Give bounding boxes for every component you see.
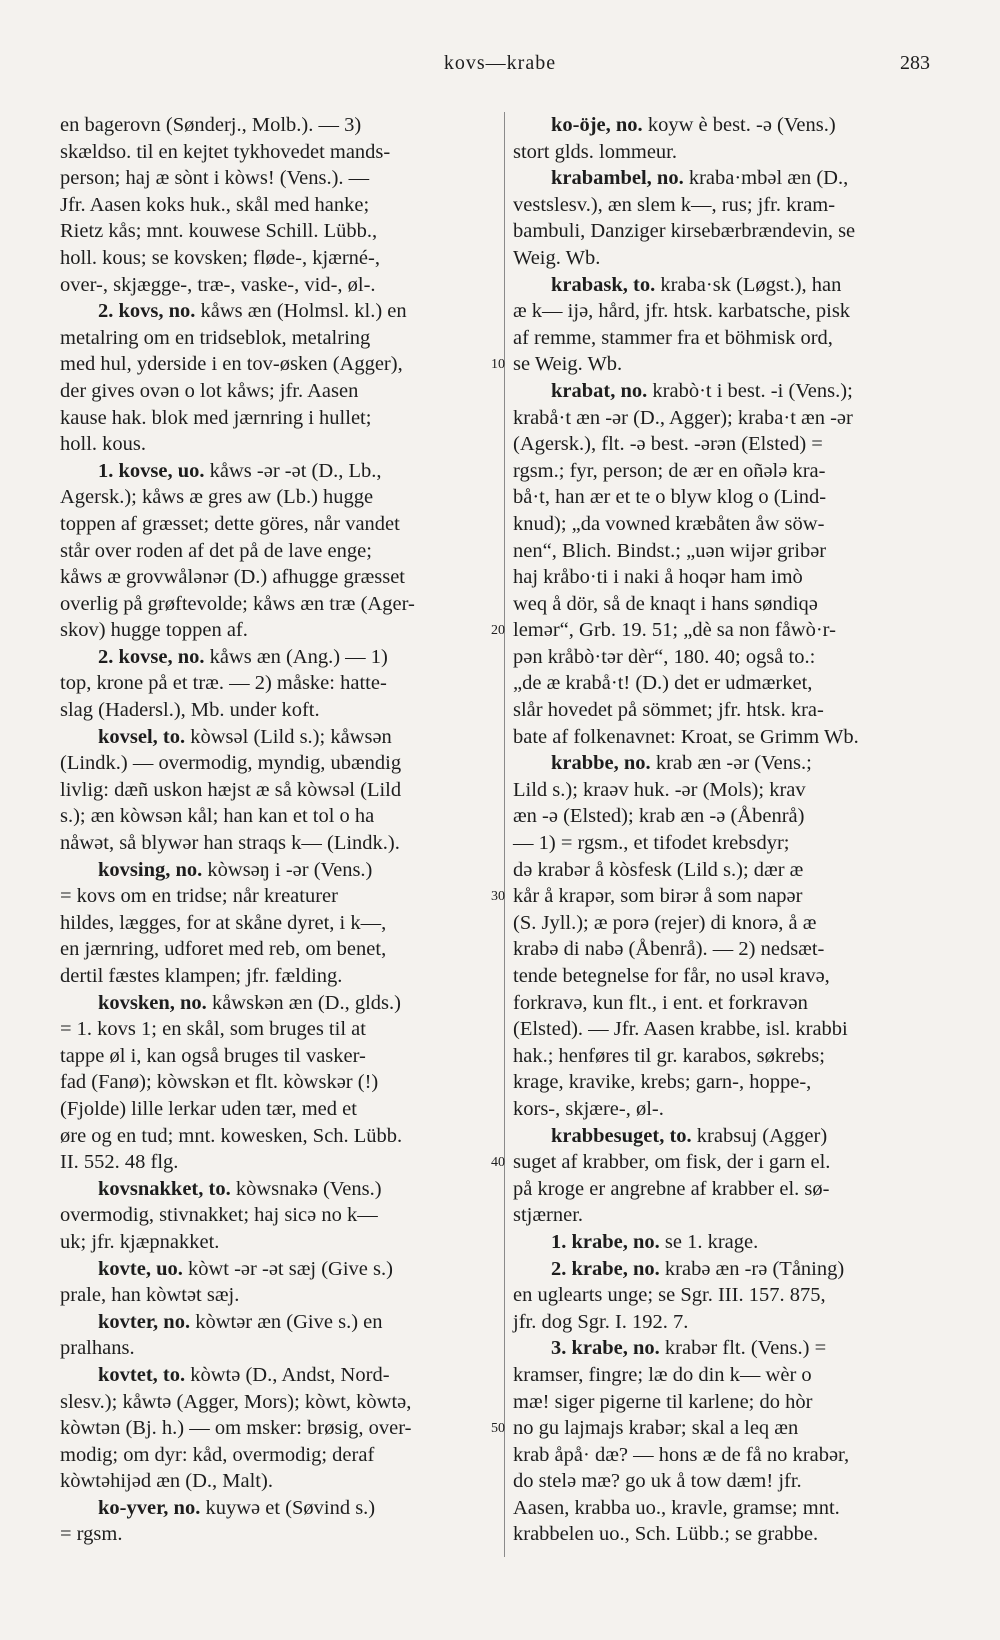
entry-line: lemər“, Grb. 19. 51; „dè sa non fåwò·r- xyxy=(513,619,836,642)
entry-line: krabbelen uo., Sch. Lübb.; se grabbe. xyxy=(513,1523,819,1546)
entry-line: nåwət, så blywər han straqs k— (Lindk.). xyxy=(60,832,400,855)
entry-line: person; haj æ sònt i kòws! (Vens.). — xyxy=(60,167,370,190)
entry-line: uk; jfr. kjæpnakket. xyxy=(60,1230,220,1253)
entry-headline: ko-yver, no. kuywə et (Søvind s.) xyxy=(98,1496,376,1519)
entry-line: af remme, stammer fra et böhmisk ord, xyxy=(513,326,833,349)
entry-line: pralhans. xyxy=(60,1337,135,1360)
entry-line: kòwtəhijəd æn (D., Malt). xyxy=(60,1470,273,1493)
entry-line: kòwtən (Bj. h.) — om msker: brøsig, over- xyxy=(60,1417,412,1440)
entry-line: — 1) = rgsm., et tifodet krebsdyr; xyxy=(513,832,790,855)
entry-line: = kovs om en tridse; når kreaturer xyxy=(60,885,338,908)
entry-line: Jfr. Aasen koks huk., skål med hanke; xyxy=(60,193,370,216)
entry-line: over-, skjægge-, træ-, vaske-, vid-, øl-. xyxy=(60,273,376,296)
entry-line: pən kråbò·tər dèr“, 180. 40; også to.: xyxy=(513,645,816,668)
page-number: 283 xyxy=(900,52,930,74)
entry-line: bambuli, Danziger kirsebærbrændevin, se xyxy=(513,220,856,243)
entry-line: står over roden af det på de lave enge; xyxy=(60,539,372,562)
entry-line: slesv.); kåwtə (Agger, Mors); kòwt, kòwtə, xyxy=(60,1390,412,1413)
entry-headline: 1. krabe, no. se 1. krage. xyxy=(551,1230,759,1253)
entry-headline: krabbe, no. krab æn -ər (Vens.; xyxy=(551,752,812,775)
entry-line: (S. Jyll.); æ porə (rejer) di knorə, å æ xyxy=(513,911,817,934)
entry-line: modig; om dyr: kåd, overmodig; deraf xyxy=(60,1443,375,1466)
entry-line: top, krone på et træ. — 2) måske: hatte- xyxy=(60,672,387,695)
entry-line: en jærnring, udforet med reb, om benet, xyxy=(60,938,387,961)
entry-line: weq å dör, så de knaqt i hans søndiqə xyxy=(513,592,818,615)
entry-line: II. 552. 48 flg. xyxy=(60,1151,179,1174)
entry-line: slag (Hadersl.), Mb. under koft. xyxy=(60,699,320,722)
entry-line: (Fjolde) lille lerkar uden tær, med et xyxy=(60,1097,357,1120)
entry-headline: krabat, no. krabò·t i best. -i (Vens.); xyxy=(551,379,853,402)
entry-line: krab åpå· dæ? — hons æ de få no krabər, xyxy=(513,1443,850,1466)
entry-line: (Lindk.) — overmodig, myndig, ubændig xyxy=(60,752,402,775)
entry-line: nen“, Blich. Bindst.; „uən wijər gribər xyxy=(513,539,827,562)
entry-line: vestslesv.), æn slem k—, rus; jfr. kram- xyxy=(513,193,836,216)
entry-line: kåws æ grovwålənər (D.) afhugge græsset xyxy=(60,566,405,589)
entry-line: s.); æn kòwsən kål; han kan et tol o ha xyxy=(60,805,375,828)
entry-line: toppen af græsset; dette göres, når vandet xyxy=(60,512,400,535)
entry-headline: 3. krabe, no. krabər flt. (Vens.) = xyxy=(551,1337,827,1360)
entry-line: hak.; henføres til gr. karabos, søkrebs; xyxy=(513,1044,825,1067)
entry-line: dertil fæstes klampen; jfr. fælding. xyxy=(60,965,343,987)
entry-line: = 1. kovs 1; en skål, som bruges til at xyxy=(60,1018,366,1041)
entry-line: øre og en tud; mnt. kowesken, Sch. Lübb. xyxy=(60,1124,403,1147)
entry-headline: kovsing, no. kòwsəŋ i -ər (Vens.) xyxy=(98,858,373,881)
entry-headline: ko-öje, no. koyw è best. -ə (Vens.) xyxy=(551,114,836,136)
entry-line: prale, han kòwtət sæj. xyxy=(60,1284,240,1307)
line-number: 30 xyxy=(491,889,505,905)
entry-line: stort glds. lommeur. xyxy=(513,140,677,163)
column-rule xyxy=(504,112,505,1557)
entry-line: metalring om en tridseblok, metalring xyxy=(60,326,371,349)
entry-line: (Elsted). — Jfr. Aasen krabbe, isl. krabbi xyxy=(513,1018,848,1041)
entry-line: Agersk.); kåws æ gres aw (Lb.) hugge xyxy=(60,486,374,509)
entry-headline: krabambel, no. kraba·mbəl æn (D., xyxy=(551,167,849,190)
entry-line: knud); „da vowned kræbåten åw söw- xyxy=(513,512,825,535)
entry-line: holl. kous. xyxy=(60,433,146,456)
entry-line: hildes, lægges, for at skåne dyret, i k—, xyxy=(60,911,387,934)
entry-line: tende betegnelse for får, no usəl kravə, xyxy=(513,965,830,987)
entry-line: skældso. til en kejtet tykhovedet mands- xyxy=(60,140,391,163)
left-column xyxy=(60,112,500,1548)
entry-line: Lild s.); kraəv huk. -ər (Mols); krav xyxy=(513,778,806,801)
entry-line: fad (Fanø); kòwskən et flt. kòwskər (!) xyxy=(60,1071,379,1094)
entry-line: stjærner. xyxy=(513,1204,584,1227)
entry-headline: krabask, to. kraba·sk (Løgst.), han xyxy=(551,273,842,296)
entry-line: en bagerovn (Sønderj., Molb.). — 3) xyxy=(60,114,362,136)
entry-headline: kovsnakket, to. kòwsnakə (Vens.) xyxy=(98,1177,382,1200)
entry-line: holl. kous; se kovsken; fløde-, kjærné-, xyxy=(60,246,380,269)
entry-line: livlig: dæñ uskon hæjst æ så kòwsəl (Lild xyxy=(60,778,402,801)
entry-line: krabə di nabə (Åbenrå). — 2) nedsæt- xyxy=(513,938,825,961)
entry-line: æn -ə (Elsted); krab æn -ə (Åbenrå) xyxy=(513,805,805,828)
entry-headline: kovsel, to. kòwsəl (Lild s.); kåwsən xyxy=(98,725,392,748)
entry-line: mæ! siger pigerne til karlene; do hòr xyxy=(513,1390,813,1413)
entry-line: med hul, yderside i en tov-øsken (Agger), xyxy=(60,353,403,376)
entry-line: haj kråbo·ti i naki å hoqər ham imò xyxy=(513,566,803,589)
line-number: 20 xyxy=(491,623,505,639)
entry-line: forkravə, kun flt., i ent. et forkravən xyxy=(513,991,808,1014)
entry-headline: 2. krabe, no. krabə æn -rə (Tåning) xyxy=(551,1257,845,1280)
entry-headline: 2. kovse, no. kåws æn (Ang.) — 1) xyxy=(98,645,388,668)
entry-line: se Weig. Wb. xyxy=(513,353,623,376)
entry-line: bate af folkenavnet: Kroat, se Grimm Wb. xyxy=(513,725,859,748)
line-number: 10 xyxy=(491,357,505,373)
entry-line: kause hak. blok med jærnring i hullet; xyxy=(60,406,372,429)
entry-line: æ k— ijə, hård, jfr. htsk. karbatsche, pisk xyxy=(513,300,851,323)
right-column xyxy=(513,112,943,1548)
entry-line: overmodig, stivnakket; haj sicə no k— xyxy=(60,1204,378,1227)
line-number: 50 xyxy=(491,1421,505,1437)
running-head: kovs—krabe xyxy=(443,52,557,74)
entry-line: slår hovedet på sömmet; jfr. htsk. kra- xyxy=(513,699,824,722)
entry-line: en uglearts unge; se Sgr. III. 157. 875, xyxy=(513,1284,826,1307)
line-number: 40 xyxy=(491,1155,505,1171)
entry-line: = rgsm. xyxy=(60,1523,123,1546)
entry-line: krage, kravike, krebs; garn-, hoppe-, xyxy=(513,1071,812,1094)
entry-line: (Agersk.), flt. -ə best. -ərən (Elsted) = xyxy=(513,433,823,456)
entry-line: suget af krabber, om fisk, der i garn el. xyxy=(513,1151,831,1174)
entry-line: no gu lajmajs krabər; skal a leq æn xyxy=(513,1417,799,1440)
entry-headline: kovtet, to. kòwtə (D., Andst, Nord- xyxy=(98,1363,390,1386)
entry-line: jfr. dog Sgr. I. 192. 7. xyxy=(513,1310,689,1333)
entry-line: tappe øl i, kan også bruges til vasker- xyxy=(60,1044,366,1067)
entry-line: Aasen, krabba uo., kravle, gramse; mnt. xyxy=(513,1496,840,1519)
entry-headline: 1. kovse, uo. kåws -ər -ət (D., Lb., xyxy=(98,459,382,482)
entry-line: kramser, fingre; læ do din k— wèr o xyxy=(513,1363,812,1386)
entry-line: də krabər å kòsfesk (Lild s.); dær æ xyxy=(513,858,804,881)
entry-line: på kroge er angrebne af krabber el. sø- xyxy=(513,1177,830,1200)
entry-line: overlig på grøftevolde; kåws æn træ (Ager- xyxy=(60,592,415,615)
entry-line: Rietz kås; mnt. kouwese Schill. Lübb., xyxy=(60,220,378,243)
entry-line: „de æ krabå·t! (D.) det er udmærket, xyxy=(513,672,813,695)
entry-headline: kovte, uo. kòwt -ər -ət sæj (Give s.) xyxy=(98,1257,393,1280)
entry-headline: krabbesuget, to. krabsuj (Agger) xyxy=(551,1124,828,1147)
entry-line: kår å krapər, som birər å som napər xyxy=(513,885,803,908)
entry-line: Weig. Wb. xyxy=(513,246,601,269)
entry-headline: kovter, no. kòwtər æn (Give s.) en xyxy=(98,1310,383,1333)
entry-headline: 2. kovs, no. kåws æn (Holmsl. kl.) en xyxy=(98,300,407,323)
entry-line: bå·t, han ær et te o blyw klog o (Lind- xyxy=(513,486,827,509)
entry-line: rgsm.; fyr, person; de ær en oñələ kra- xyxy=(513,459,826,482)
entry-headline: kovsken, no. kåwskən æn (D., glds.) xyxy=(98,991,401,1014)
entry-line: krabå·t æn -ər (D., Agger); kraba·t æn -ər xyxy=(513,406,853,429)
entry-line: skov) hugge toppen af. xyxy=(60,619,248,642)
entry-line: kors-, skjære-, øl-. xyxy=(513,1097,664,1120)
entry-line: der gives ovən o lot kåws; jfr. Aasen xyxy=(60,379,359,402)
entry-line: do stelə mæ? go uk å tow dæm! jfr. xyxy=(513,1470,802,1493)
